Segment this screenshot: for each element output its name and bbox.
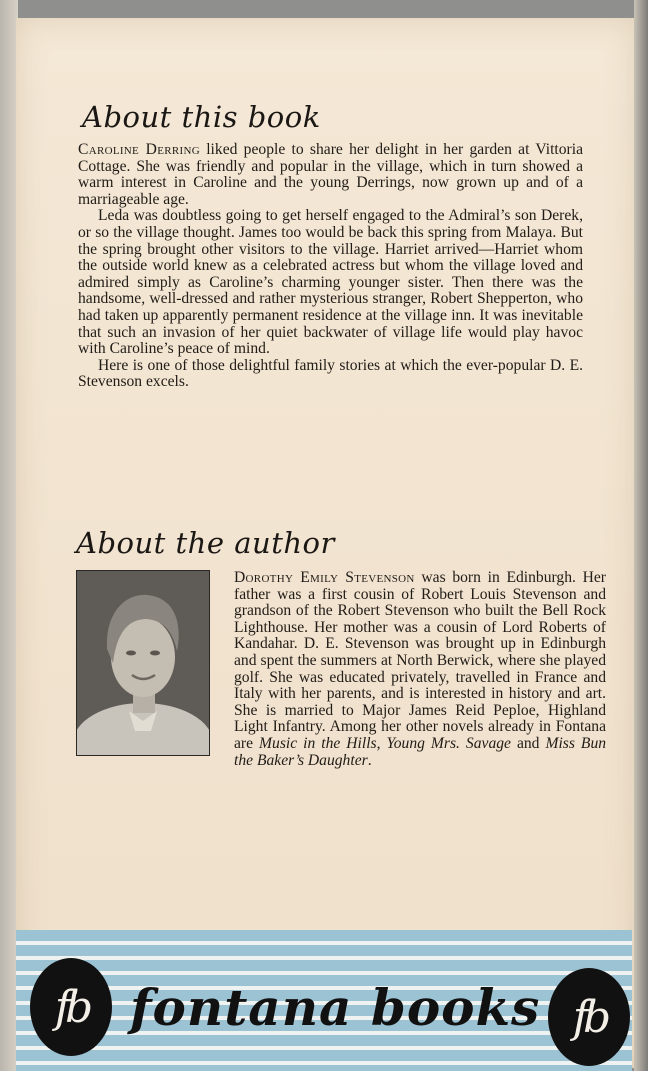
- book-lead-name: Caroline Derring: [78, 141, 200, 158]
- fb-logo-left: fb: [30, 958, 112, 1056]
- about-book-paragraph-2: Leda was doubtless going to get herself engaged to the Admiral’s son Derek, or so the village thought. James too would be back this spring from Malaya. But the spring brought other visitors to the village. Harriet arrived—Harriet whom the outside world knew as a celebrated actress but whom the village loved and admired simply as Caroline’s charming younger sister. Then there was the handsome, well-dressed and rather mysterious stranger, Robert Shepperton, who had taken up apparently permanent residence at the village inn. It was inevitable that such an invasion of her quiet backwater of village life would play havoc with Caroline’s peace of mind.: [78, 207, 583, 358]
- about-author-paragraph: Dorothy Emily Stevenson was born in Edinburgh. Her father was a first cousin of Robert Louis Stevenson and grandson of the Robert Stevenson who built the Bell Rock Lighthouse. Her mother was a cousin of Lord Roberts of Kandahar. D. E. Stevenson was brought up in Edinburgh and spent the summers at North Berwick, where she played golf. She was educated privately, travelled in France and Italy with her parents, and is interested in history and art. She is married to Major James Reid Peploe, Highland Light Infantry. Among her other novels already in Fontana are Music in the Hills, Young Mrs. Savage and Miss Bun the Baker’s Daughter.: [234, 569, 607, 769]
- novel-title-3: Miss Bun the Baker’s Daughter: [234, 734, 607, 769]
- author-portrait-image: [77, 571, 209, 755]
- about-book-heading: About this book: [82, 100, 321, 134]
- about-book-paragraph-1: Caroline Derring liked people to share her delight in her garden at Vittoria Cottage. She was friendly and popular in the village, which in turn showed a warm interest in Caroline and the young Derrings, now grown up and of a marriageable age.: [78, 141, 583, 208]
- author-photo: [76, 570, 210, 756]
- novel-title-2: Young Mrs. Savage: [386, 734, 511, 752]
- about-book-paragraph-3: Here is one of those delightful family stories at which the ever-popular D. E. Stevenson excels.: [78, 356, 583, 391]
- about-author-heading: About the author: [76, 526, 335, 560]
- author-lead-name: Dorothy Emily Stevenson: [234, 569, 415, 586]
- book-right-edge: [634, 0, 648, 1071]
- about-author-text: [76, 570, 606, 769]
- fb-logo-right: fb: [548, 968, 630, 1066]
- novel-title-1: Music in the Hills: [259, 734, 377, 752]
- publisher-name: fontana books: [130, 978, 541, 1037]
- about-book-text: [78, 142, 583, 391]
